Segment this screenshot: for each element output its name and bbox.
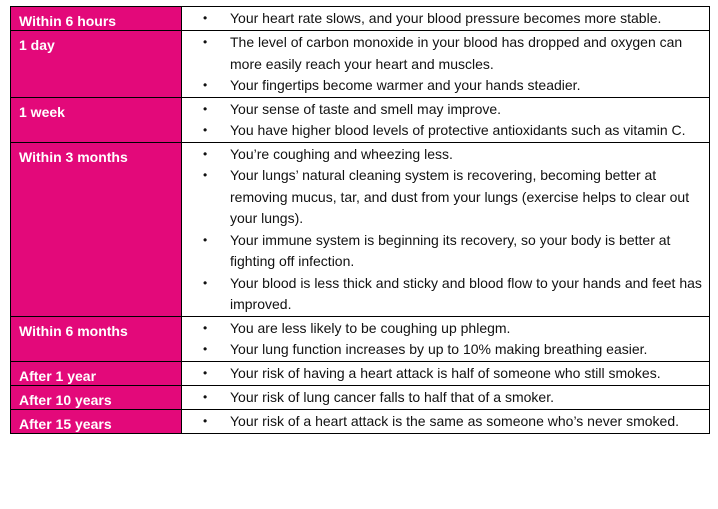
benefit-text: Your risk of a heart attack is the same as someone who’s never smoked. [230, 412, 680, 429]
timeline-row [11, 97, 710, 142]
benefits-list [182, 98, 703, 142]
benefit-list-item [182, 165, 703, 230]
timeline-period-label: After 10 years [11, 385, 182, 409]
benefit-list-item [182, 120, 703, 142]
timeline-row [11, 142, 710, 316]
benefit-list-item [182, 230, 703, 273]
benefit-list-item [182, 318, 703, 340]
quit-smoking-timeline-table [10, 6, 710, 434]
bullet-icon: • [203, 146, 208, 161]
bullet-icon: • [203, 320, 208, 335]
bullet-icon: • [203, 101, 208, 116]
bullet-icon: • [203, 342, 208, 356]
benefit-text: The level of carbon monoxide in your blood has dropped and oxygen can more easily reach your heart and muscles. [230, 34, 683, 72]
benefit-text: Your blood is less thick and sticky and blood flow to your hands and feet has improved. [230, 274, 702, 312]
timeline-benefits-cell [182, 97, 710, 142]
benefit-text: You have higher blood levels of protective antioxidants such as vitamin C. [230, 122, 686, 138]
timeline-period-label: 1 week [11, 97, 182, 142]
timeline-table-wrapper [10, 6, 710, 434]
benefit-text: Your sense of taste and smell may improve. [230, 100, 502, 117]
bullet-icon: • [203, 389, 208, 404]
timeline-benefits-cell [182, 7, 710, 31]
bullet-icon: • [203, 35, 208, 49]
benefits-list [182, 410, 703, 433]
benefits-list [182, 362, 703, 385]
benefit-text: Your risk of lung cancer falls to half that of a smoker. [230, 388, 554, 405]
bullet-icon: • [203, 365, 208, 380]
bullet-icon: • [203, 275, 208, 290]
bullet-icon: • [203, 123, 208, 137]
benefit-text: Your lungs’ natural cleaning system is recovering, becoming better at removing mucus, tar, and dust from your lungs (exercise helps to clear out your lungs). [230, 167, 690, 226]
timeline-row [11, 361, 710, 385]
bullet-icon: • [203, 232, 208, 247]
timeline-benefits-cell [182, 142, 710, 316]
benefit-list-item [182, 339, 703, 361]
benefits-list [182, 31, 703, 97]
timeline-benefits-cell [182, 361, 710, 385]
benefit-text: Your risk of having a heart attack is half of someone who still smokes. [230, 364, 661, 381]
timeline-period-label: 1 day [11, 31, 182, 98]
timeline-row [11, 316, 710, 361]
bullet-icon: • [203, 78, 208, 92]
bullet-icon: • [203, 168, 208, 182]
benefits-list [182, 143, 703, 316]
timeline-row [11, 409, 710, 433]
timeline-period-label: Within 6 hours [11, 7, 182, 31]
benefit-list-item [182, 144, 703, 166]
benefit-list-item [182, 411, 703, 433]
benefit-text: Your heart rate slows, and your blood pressure becomes more stable. [230, 10, 662, 26]
timeline-period-label: After 1 year [11, 361, 182, 385]
benefit-text: Your immune system is beginning its recovery, so your body is better at fighting off infection. [230, 231, 671, 269]
timeline-period-label: Within 6 months [11, 316, 182, 361]
timeline-benefits-cell [182, 316, 710, 361]
bullet-icon: • [203, 413, 208, 428]
benefit-list-item [182, 99, 703, 121]
timeline-row [11, 7, 710, 31]
bullet-icon: • [203, 11, 208, 25]
timeline-benefits-cell [182, 31, 710, 98]
benefit-text: Your fingertips become warmer and your hands steadier. [230, 77, 581, 93]
benefits-list [182, 317, 703, 361]
benefit-text: Your lung function increases by up to 10% making breathing easier. [230, 341, 648, 357]
benefits-list [182, 7, 703, 30]
timeline-benefits-cell [182, 409, 710, 433]
benefits-list [182, 386, 703, 409]
benefit-list-item [182, 8, 703, 30]
benefit-list-item [182, 75, 703, 97]
timeline-row [11, 385, 710, 409]
benefit-list-item [182, 387, 703, 409]
benefit-list-item [182, 273, 703, 316]
timeline-row [11, 31, 710, 98]
timeline-period-label: After 15 years [11, 409, 182, 433]
benefit-list-item [182, 32, 703, 75]
timeline-table-body [11, 7, 710, 434]
timeline-period-label: Within 3 months [11, 142, 182, 316]
benefit-list-item [182, 363, 703, 385]
benefit-text: You’re coughing and wheezing less. [230, 145, 453, 162]
timeline-benefits-cell [182, 385, 710, 409]
benefit-text: You are less likely to be coughing up phlegm. [230, 319, 511, 336]
